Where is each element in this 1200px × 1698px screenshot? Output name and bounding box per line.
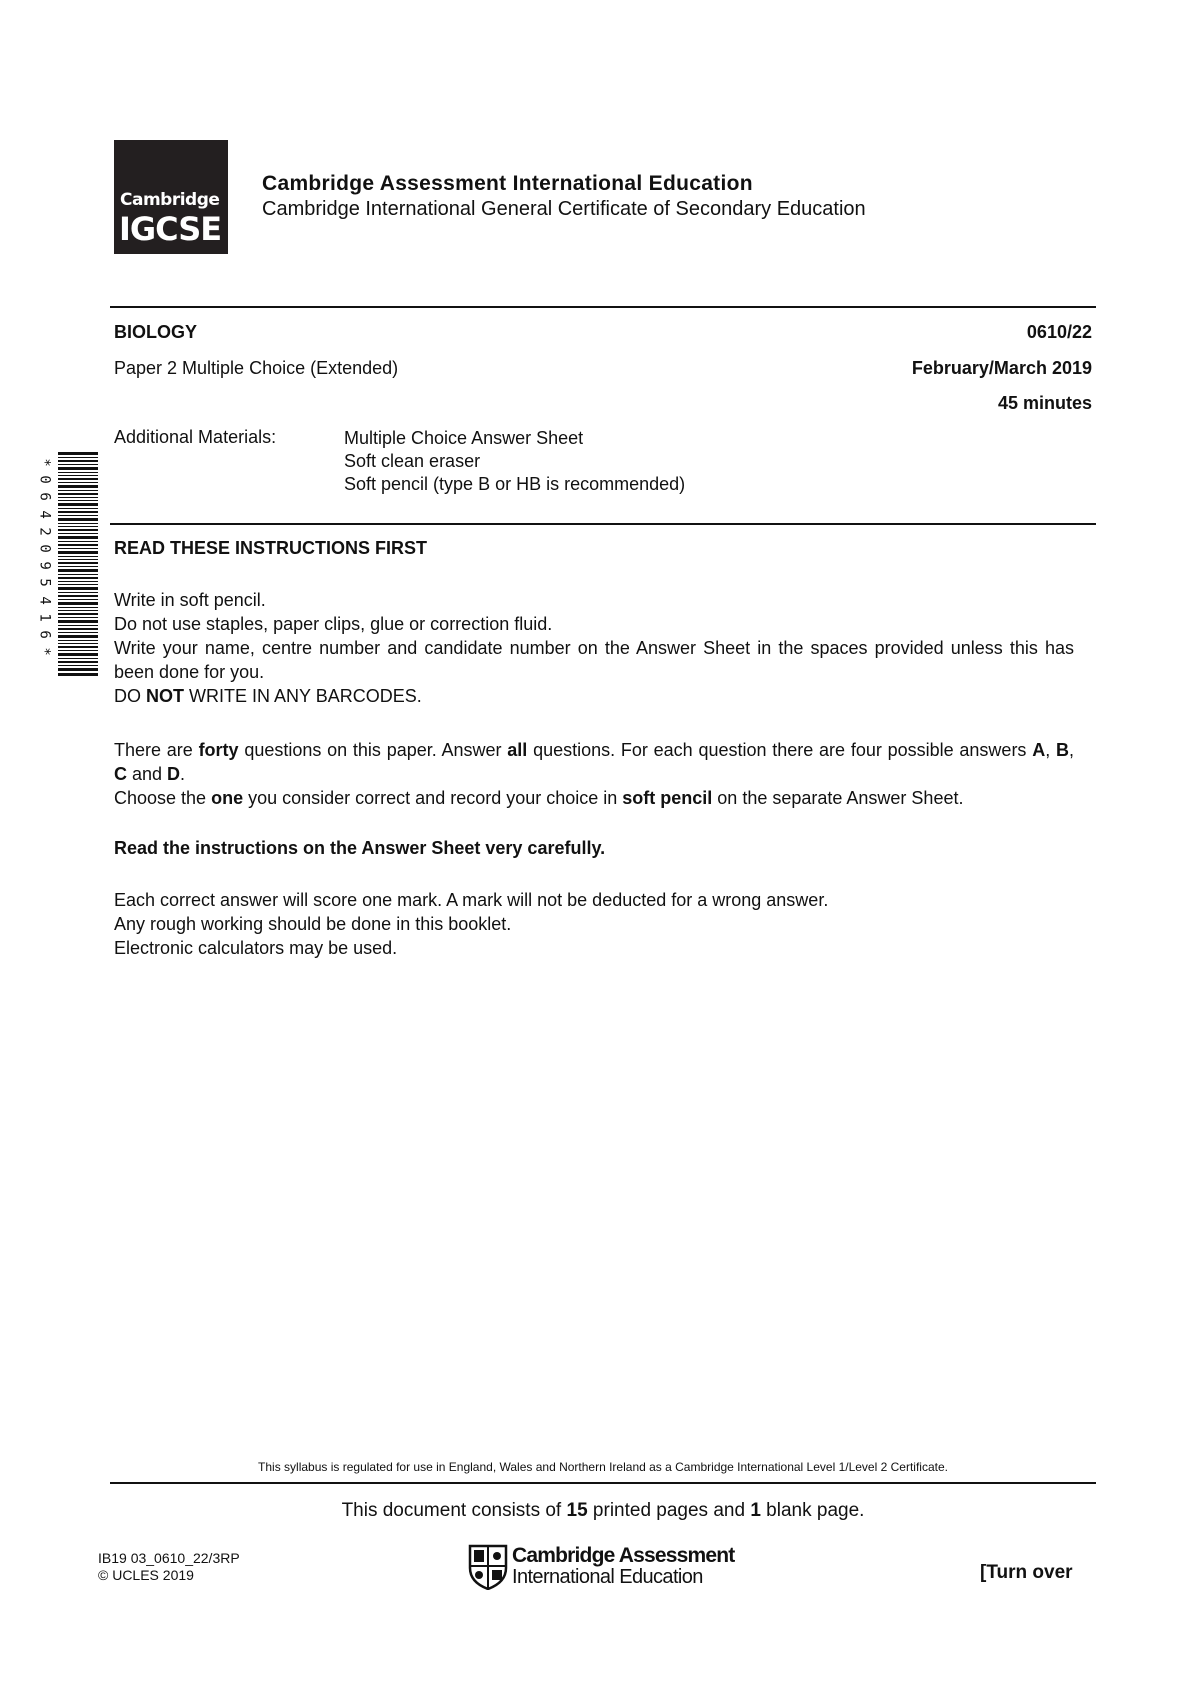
cambridge-assessment-logo xyxy=(468,1544,735,1595)
cambridge-igcse-logo xyxy=(114,140,228,254)
crest-icon xyxy=(468,1544,508,1590)
instructions-block4: Each correct answer will score one mark. A mark will not be deducted for a wrong answer. Any rough working should be done in this booklet. Electronic calculators may be used. xyxy=(114,890,829,958)
material-item: Soft clean eraser xyxy=(344,451,481,471)
logo-text-line2: International Education xyxy=(512,1566,703,1588)
footer-rule xyxy=(110,1482,1096,1484)
material-item: Soft pencil (type B or HB is recommended) xyxy=(344,474,686,494)
document-code: IB19 03_0610_22/3RP © UCLES 2019 xyxy=(98,1550,240,1583)
exam-duration: 45 minutes xyxy=(997,393,1092,413)
paper-title: Paper 2 Multiple Choice (Extended) xyxy=(114,358,399,378)
barcode-icon xyxy=(58,452,98,676)
materials-label: Additional Materials: xyxy=(114,427,277,447)
barcode-digits: * 0 6 4 2 0 9 5 4 1 6 * xyxy=(36,458,53,657)
instructions-heading: READ THESE INSTRUCTIONS FIRST xyxy=(114,538,428,558)
instructions-block1: Write in soft pencil. Do not use staples, paper clips, glue or correction fluid. Write your name, centre number and candidate number on the Answer Sheet in the spaces provided unless this has been done for you. DO NOT WRITE IN ANY BARCODES. xyxy=(114,590,1074,706)
header-certificate: Cambridge International General Certificate of Secondary Education xyxy=(262,198,866,220)
materials-list xyxy=(344,427,685,496)
regulation-note: This syllabus is regulated for use in England, Wales and Northern Ireland as a Cambridge International Level 1/Level 2 Certificate. xyxy=(258,1460,948,1474)
turn-over-label: [Turn over xyxy=(980,1562,1073,1583)
exam-code: 0610/22 xyxy=(1026,322,1092,342)
middle-rule xyxy=(110,523,1096,525)
instructions-block3: Read the instructions on the Answer Sheet very carefully. xyxy=(114,838,606,858)
subject: BIOLOGY xyxy=(114,322,198,342)
instructions-block2: There are forty questions on this paper. Answer all questions. For each question there are four possible answers A, B, C and D. Choose the one you consider correct and record your choice in soft pencil on the separate Answer Sheet. xyxy=(114,740,1074,808)
logo-line2: IGCSE xyxy=(119,210,222,248)
header-org: Cambridge Assessment International Education xyxy=(262,172,753,195)
page-count: This document consists of 15 printed pages and 1 blank page. xyxy=(341,1500,865,1521)
top-rule xyxy=(110,306,1096,308)
logo-text-line1: Cambridge Assessment xyxy=(512,1544,735,1567)
material-item: Multiple Choice Answer Sheet xyxy=(344,428,584,448)
exam-session: February/March 2019 xyxy=(911,358,1092,378)
logo-line1: Cambridge xyxy=(120,190,220,210)
